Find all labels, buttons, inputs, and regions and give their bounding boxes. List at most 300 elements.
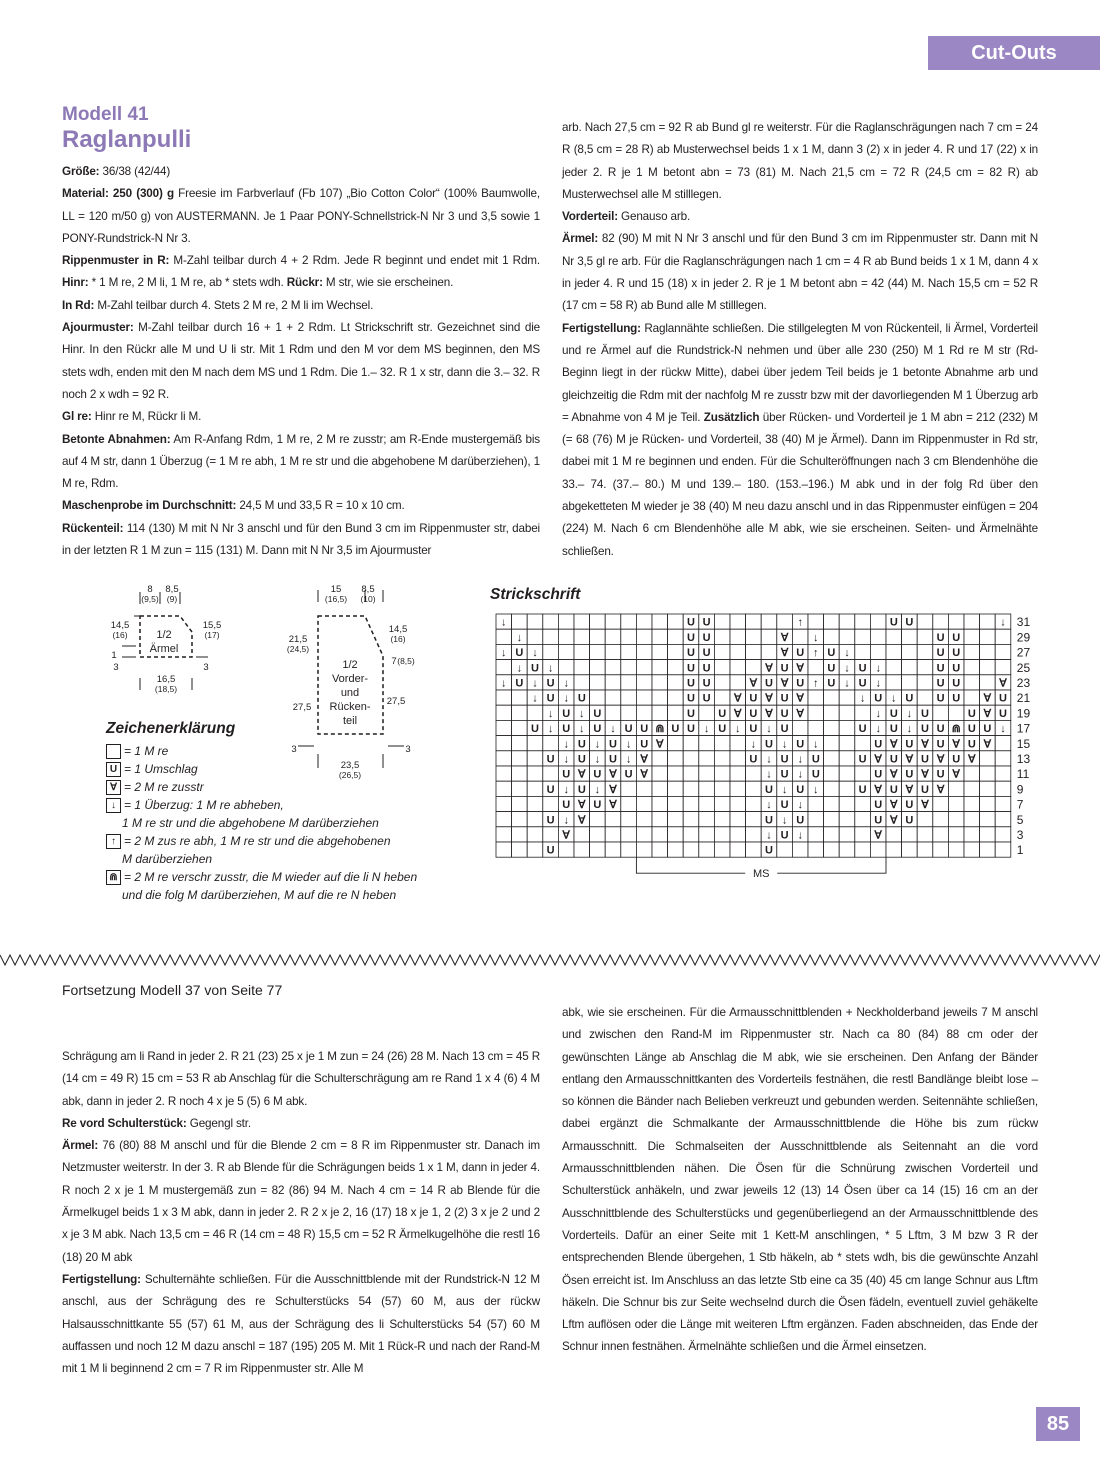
chart-cell — [870, 614, 886, 629]
chart-cell — [886, 842, 902, 857]
chart-symbol-icon: ↓ — [547, 723, 554, 736]
chart-symbol-icon: U — [952, 647, 961, 660]
legend-text-continued: und die folg M darüberziehen, M auf die re N heben — [122, 888, 397, 902]
chart-cell — [543, 736, 559, 751]
chart-cell — [855, 796, 871, 811]
chart-cell — [839, 796, 855, 811]
chart-symbol-icon: ∀ — [578, 799, 586, 812]
chart-symbol-icon: U — [593, 768, 602, 781]
chart-cell — [933, 796, 949, 811]
chart-symbol-icon: ∀ — [609, 783, 617, 796]
chart-cell — [605, 644, 621, 659]
chart-symbol-icon: ↓ — [766, 799, 772, 812]
chart-cell — [746, 644, 762, 659]
chart-symbol-icon: ↓ — [813, 631, 819, 644]
chart-symbol-icon: ↓ — [594, 783, 601, 796]
chart-cell — [621, 781, 637, 796]
chart-symbol-icon: U — [562, 799, 571, 812]
paragraph-text: * 1 M re, 2 M li, 1 M re, ab * stets wdh. — [88, 276, 287, 290]
chart-symbol-icon: U — [749, 723, 758, 736]
chart-cell — [714, 751, 730, 766]
paragraph-heading: Ajourmuster: — [62, 321, 134, 335]
chart-symbol-icon: ∀ — [905, 783, 914, 796]
chart-symbol-icon: ↓ — [1000, 616, 1006, 629]
paragraph-heading: Zusätzlich — [703, 410, 760, 424]
chart-cell — [683, 766, 699, 781]
chart-symbol-icon: U — [952, 631, 961, 644]
paragraph — [62, 518, 540, 563]
body-right-height-size: (16) — [390, 634, 406, 644]
chart-symbol-icon: ∀ — [609, 768, 617, 781]
chart-cell — [683, 812, 699, 827]
legend-title: Zeichenerklärung — [106, 720, 236, 737]
chart-symbol-icon: U — [811, 753, 820, 766]
chart-cell — [496, 842, 512, 857]
chart-cell — [824, 751, 840, 766]
chart-symbol-icon: U — [702, 662, 711, 675]
chart-cell — [574, 842, 590, 857]
chart-symbol-icon: ∀ — [874, 753, 882, 766]
legend-text: = 2 M zus re abh, 1 M re str und die abgehobenen — [124, 834, 391, 848]
body-label-3: und — [340, 687, 360, 699]
chart-symbol-icon: U — [796, 814, 805, 827]
chart-cell — [808, 812, 824, 827]
chart-cell — [636, 660, 652, 675]
chart-symbol-icon: U — [921, 753, 929, 766]
chart-symbol-icon: ↓ — [750, 738, 757, 751]
chart-symbol-icon: U — [531, 662, 539, 675]
chart-cell — [886, 629, 902, 644]
chart-cell — [621, 660, 637, 675]
chart-cell — [964, 827, 980, 842]
chart-symbol-icon: U — [577, 692, 586, 705]
sleeve-bottom-width: 16,5 — [156, 674, 176, 685]
chart-cell — [995, 736, 1011, 751]
chart-cell — [605, 842, 621, 857]
chart-cell — [621, 629, 637, 644]
chart-cell — [496, 781, 512, 796]
chart-cell — [824, 614, 840, 629]
chart-cell — [652, 766, 668, 781]
chart-symbol-icon: ↓ — [813, 738, 819, 751]
paragraph-text: M str, wie sie erscheinen. — [322, 276, 454, 290]
chart-cell — [933, 827, 949, 842]
chart-symbol-icon: U — [780, 799, 789, 812]
chart-cell — [590, 827, 606, 842]
instructions-column-1 — [62, 161, 540, 562]
sleeve-top-width2-size: (9) — [166, 594, 178, 604]
chart-cell — [590, 675, 606, 690]
paragraph — [562, 1002, 1038, 1359]
chart-cell — [995, 842, 1011, 857]
chart-cell — [933, 705, 949, 720]
chart-symbol-icon: U — [765, 783, 773, 796]
chart-symbol-icon: ∀ — [952, 738, 960, 751]
chart-cell — [948, 796, 964, 811]
chart-symbol-icon: ↓ — [875, 662, 881, 675]
paragraph — [62, 317, 540, 406]
chart-cell — [512, 796, 528, 811]
chart-cell — [714, 690, 730, 705]
body-top-width2: 8,5 — [361, 584, 375, 595]
chart-cell — [543, 766, 559, 781]
chart-cell — [636, 690, 652, 705]
chart-symbol-icon: U — [546, 753, 555, 766]
chart-cell — [995, 796, 1011, 811]
chart-cell — [714, 781, 730, 796]
chart-symbol-icon: ↓ — [532, 647, 538, 660]
chart-cell — [886, 675, 902, 690]
chart-symbol-icon: ∀ — [890, 814, 898, 827]
paragraph-heading: Rückr: — [286, 276, 323, 290]
chart-cell — [652, 812, 668, 827]
chart-symbol-icon: U — [687, 677, 695, 690]
chart-symbol-icon: ↑ — [813, 647, 819, 660]
chart-symbol-icon: U — [718, 707, 727, 720]
chart-symbol-icon: ∀ — [921, 799, 929, 812]
legend-text-continued: M darüberziehen — [122, 852, 213, 866]
paragraph-heading: Vorderteil: — [562, 210, 618, 224]
chart-symbol-icon: U — [671, 723, 680, 736]
chart-cell — [527, 751, 543, 766]
chart-symbol-icon: U — [983, 723, 992, 736]
chart-cell — [730, 796, 746, 811]
chart-cell — [855, 614, 871, 629]
chart-cell — [636, 629, 652, 644]
chart-cell — [995, 660, 1011, 675]
paragraph-text: Schrägung am li Rand in jeder 2. R 21 (23) 25 x je 1 M zun = 24 (26) 28 M. Nach 13 cm = 45 R (14 cm = 49 R) 15 cm = 53 R ab Anschlag für die Schulterschrägung am re Rand 1 x 4 (6) 4 M abk, dann in jeder 2. R noch 4 x je 5 (5) 6 M abk. — [62, 1050, 540, 1108]
chart-symbol-icon: U — [858, 783, 867, 796]
knitting-chart — [490, 612, 1050, 892]
chart-cell — [964, 629, 980, 644]
chart-cell — [621, 796, 637, 811]
chart-cell — [995, 766, 1011, 781]
chart-cell — [855, 812, 871, 827]
chart-symbol-icon: ↓ — [891, 692, 897, 705]
chart-cell — [527, 705, 543, 720]
chart-symbol-icon: ∀ — [936, 753, 945, 766]
chart-cell — [902, 827, 918, 842]
paragraph-text: 82 (90) M mit N Nr 3 anschl und für den Bund 3 cm im Rippenmuster str. Dann mit N Nr 3,5 gl re arb. Für die Raglanschrägungen nach 1 cm = 4 R ab Bund beids 1 x 1 M, dann 4 x in jeder 4. R und 15 (18) x in jeder 2. R je 1 M betont abn = 42 (44) M. Nach 15,5 cm = 52 R (17 cm = 58 R) ab Bund alle M stilllegen. — [562, 232, 1038, 313]
chart-symbol-icon: U — [905, 738, 914, 751]
chart-symbol-icon: ↓ — [906, 723, 913, 736]
chart-cell — [714, 629, 730, 644]
chart-cell — [714, 842, 730, 857]
chart-symbol-icon: U — [765, 677, 773, 690]
chart-cell — [964, 644, 980, 659]
chart-symbol-icon: U — [936, 647, 945, 660]
chart-cell — [621, 827, 637, 842]
legend-symbol-icon: ↓ — [106, 798, 121, 813]
chart-cell — [512, 781, 528, 796]
sleeve-top-width1-size: (9,5) — [141, 594, 159, 604]
chart-cell — [839, 751, 855, 766]
chart-cell — [917, 660, 933, 675]
chart-cell — [855, 644, 871, 659]
paragraph — [562, 318, 1038, 563]
chart-cell — [699, 842, 715, 857]
chart-cell — [980, 827, 996, 842]
chart-symbol-icon: U — [593, 723, 602, 736]
paragraph-text: abk, wie sie erscheinen. Für die Armausschnittblenden + Neckholderband jeweils 7 M anschl und zwischen den Rand-M im Rippenmuster str. Nach ca 80 (84) 88 cm oder der gewünschten Länge ab Anschlag die M abk, wie sie erscheinen. Den Anfang der Bänder entlang den Armausschnittkanten des Vorderteils festnähen, die restl Bandlänge bleibt lose – so können die Bänder nach Belieben verkreuzt und gebunden werden. Seitennähte schließen, dabei ergänzt die Schmalkante der Armausschnittblende die Höhe bis zum rückw Armausschnitt. Die Schmalseiten der Ausschnittblende als Seitennaht an die vord Armausschnittblenden nähen. Die Ösen für die Schnürung zwischen Vorderteil und Schulterstück anhäkeln, und zwar jeweils 12 (13) 14 Ösen über ca 14 (15) 16 cm an der Ausschnittblende des Schulterstücks und gegenüberliegend an der Armausschnittblende des Vorderteils. Dafür an einer Seite mit 1 Kett-M anschlingen, * 5 Lftm, 3 M bzw 3 R der entsprechenden Blende übergehen, 1 Stb häkeln, ab * stets wdh, bis die gewünschte Anzahl Ösen erreicht ist. Im Anschluss an das letzte Stb eine ca 35 (40) 45 cm lange Schnur aus Lftm häkeln. Die Schnur bis zur Seite wechselnd durch die Ösen fädeln, eventuell zuviel gehäkelte Lftm auflösen oder die Länge mit weiteren Lftm ergänzen. Faden abschneiden, das Ende der Schnur innen festnähen. Ärmelnähte schließen und die Ärmel einsetzen. — [562, 1006, 1038, 1354]
chart-symbol-icon: U — [687, 707, 695, 720]
chart-row-number: 11 — [1016, 767, 1030, 782]
chart-cell — [527, 614, 543, 629]
chart-symbol-icon: ∀ — [640, 768, 648, 781]
chart-cell — [496, 751, 512, 766]
paragraph — [562, 228, 1038, 317]
chart-symbol-icon: U — [889, 783, 898, 796]
sleeve-top-width2: 8,5 — [165, 584, 179, 595]
chart-cell — [512, 614, 528, 629]
chart-symbol-icon: U — [936, 662, 945, 675]
chart-cell — [808, 827, 824, 842]
chart-cell — [558, 614, 574, 629]
chart-symbol-icon: ∀ — [640, 753, 648, 766]
chart-cell — [652, 644, 668, 659]
chart-cell — [902, 842, 918, 857]
chart-cell — [699, 736, 715, 751]
chart-cell — [527, 781, 543, 796]
sleeve-rib-3-left: 3 — [113, 662, 119, 673]
chart-symbol-icon: ∀ — [749, 677, 758, 690]
chart-symbol-icon: U — [952, 753, 961, 766]
chart-cell — [730, 827, 746, 842]
chart-cell — [746, 614, 762, 629]
chart-cell — [527, 842, 543, 857]
chart-cell — [652, 705, 668, 720]
chart-cell — [933, 812, 949, 827]
chart-symbol-icon: ↓ — [579, 707, 585, 720]
chart-cell — [574, 644, 590, 659]
sleeve-rib-1: 1 — [111, 650, 117, 661]
chart-cell — [527, 736, 543, 751]
chart-symbol-icon: U — [780, 753, 789, 766]
chart-cell — [746, 766, 762, 781]
chart-cell — [590, 644, 606, 659]
chart-cell — [964, 690, 980, 705]
chart-symbol-icon: U — [858, 753, 867, 766]
chart-cell — [980, 644, 996, 659]
chart-symbol-icon: U — [952, 677, 961, 690]
body-right-height2-size: (8,5) — [397, 656, 415, 666]
chart-cell — [683, 827, 699, 842]
chart-symbol-icon: U — [827, 677, 836, 690]
chart-symbol-icon: ∀ — [890, 738, 898, 751]
chart-row-number: 3 — [1016, 828, 1024, 842]
paragraph — [62, 1135, 540, 1269]
chart-cell — [699, 812, 715, 827]
paragraph-text: 36/38 (42/44) — [99, 165, 171, 178]
chart-cell — [730, 675, 746, 690]
chart-cell — [543, 629, 559, 644]
chart-symbol-icon: U — [562, 723, 571, 736]
chart-cell — [777, 614, 793, 629]
legend — [106, 720, 417, 904]
chart-symbol-icon: ↓ — [594, 738, 601, 751]
paragraph-heading: Re vord Schulterstück: — [62, 1116, 187, 1130]
instructions-column-3 — [62, 1046, 540, 1380]
chart-symbol-icon: ↓ — [859, 692, 866, 705]
chart-cell — [730, 736, 746, 751]
paragraph-heading: In Rd: — [62, 298, 95, 312]
paragraph-text: 76 (80) 88 M anschl und für die Blende 2 cm = 8 R im Rippenmuster str. Danach im Netzmuster weiterstr. In der 3. R ab Blende für die Schrägungen beids 1 x 1 M, dann in jeder 4. R noch 2 x je 1 M mustergemäß zun = 82 (86) 94 M. Nach 4 cm = 14 R ab Blende für die Ärmelkugel beids 1 x 3 M abk, dann in jeder 2. R 2 x je 2, 16 (17) 18 x je 1, 2 (2) 3 x je 2 und 2 x je 3 M abk. Nach 13,5 cm = 46 R (14 cm = 48 R) 15,5 cm = 52 R Ärmelkugelhöhe die restl 16 (18) 20 M abk — [62, 1139, 540, 1264]
chart-cell — [636, 827, 652, 842]
chart-cell — [527, 812, 543, 827]
chart-symbol-icon: U — [921, 723, 929, 736]
chart-cell — [824, 629, 840, 644]
paragraph — [62, 495, 540, 517]
chart-symbol-icon: ⋒ — [951, 723, 961, 736]
legend-item — [106, 868, 417, 886]
chart-row-number: 29 — [1016, 630, 1031, 645]
chart-symbol-icon: U — [780, 662, 789, 675]
chart-cell — [636, 812, 652, 827]
chart-cell — [886, 660, 902, 675]
chart-symbol-icon: ∀ — [578, 768, 586, 781]
chart-cell — [886, 644, 902, 659]
sleeve-bottom-width-size: (18,5) — [154, 684, 178, 694]
chart-symbol-icon: ∀ — [765, 662, 773, 675]
chart-cell — [730, 766, 746, 781]
chart-symbol-icon: U — [718, 723, 727, 736]
sleeve-left-height-size: (16) — [112, 630, 128, 640]
chart-cell — [855, 842, 871, 857]
chart-cell — [668, 690, 684, 705]
chart-cell — [636, 781, 652, 796]
paragraph-text: M-Zahl teilbar durch 4. Stets 2 M re, 2 M li im Wechsel. — [94, 298, 374, 312]
chart-cell — [621, 614, 637, 629]
legend-text: = 1 M re — [124, 744, 169, 758]
chart-cell — [855, 629, 871, 644]
chart-cell — [558, 842, 574, 857]
paragraph-text: Genauso arb. — [617, 210, 691, 224]
chart-cell — [714, 660, 730, 675]
chart-cell — [590, 842, 606, 857]
sleeve-right-height-size: (17) — [204, 630, 220, 640]
chart-cell — [746, 629, 762, 644]
chart-cell — [652, 842, 668, 857]
chart-cell — [839, 766, 855, 781]
chart-symbol-icon: U — [858, 662, 867, 675]
section-tab: Cut-Outs — [928, 36, 1100, 70]
chart-symbol-icon: ↓ — [875, 677, 881, 690]
body-mid-right: 27,5 — [386, 696, 406, 707]
chart-cell — [512, 736, 528, 751]
chart-cell — [652, 675, 668, 690]
chart-cell — [839, 629, 855, 644]
legend-symbol-icon: U — [106, 762, 121, 777]
chart-cell — [636, 644, 652, 659]
paragraph-heading: Ärmel: — [562, 232, 599, 246]
chart-cell — [496, 812, 512, 827]
chart-symbol-icon: ∀ — [890, 768, 898, 781]
chart-cell — [496, 720, 512, 735]
body-rib-left: 3 — [291, 744, 297, 755]
chart-symbol-icon: U — [874, 738, 883, 751]
chart-cell — [948, 781, 964, 796]
body-rib-right: 3 — [405, 744, 411, 755]
chart-cell — [964, 660, 980, 675]
chart-cell — [886, 827, 902, 842]
chart-cell — [699, 827, 715, 842]
chart-symbol-icon: ⋒ — [655, 723, 665, 736]
chart-symbol-icon: U — [780, 723, 789, 736]
chart-symbol-icon: ↓ — [766, 723, 772, 736]
chart-symbol-icon: U — [749, 692, 758, 705]
chart-symbol-icon: U — [967, 723, 976, 736]
chart-symbol-icon: U — [905, 616, 914, 629]
chart-cell — [496, 766, 512, 781]
paragraph-text: M-Zahl teilbar durch 16 + 1 + 2 Rdm. Lt Strickschrift str. Gezeichnet sind die Hinr. In den Rückr alle M und U li str. Mit 1 Rdm und den M vor dem MS beginnen, den MS stets wdh, enden mit den M nach dem MS und 1 Rdm. Die 1.– 32. R 1 x str, dann die 3.– 32. R noch 2 x wdh = 92 R. — [62, 321, 540, 401]
chart-cell — [824, 766, 840, 781]
chart-row-number: 19 — [1016, 706, 1031, 721]
chart-cell — [948, 827, 964, 842]
chart-cell — [652, 660, 668, 675]
chart-cell — [496, 705, 512, 720]
chart-cell — [933, 842, 949, 857]
chart-symbol-icon: ∀ — [780, 677, 789, 690]
chart-cell — [808, 690, 824, 705]
chart-cell — [683, 751, 699, 766]
chart-cell — [808, 660, 824, 675]
chart-cell — [730, 781, 746, 796]
chart-symbol-icon: U — [780, 692, 789, 705]
chart-cell — [980, 842, 996, 857]
chart-symbol-icon: ↓ — [547, 662, 554, 675]
chart-cell — [512, 827, 528, 842]
chart-cell — [777, 842, 793, 857]
chart-symbol-icon: U — [687, 723, 695, 736]
chart-cell — [948, 705, 964, 720]
paragraph — [562, 117, 1038, 206]
chart-cell — [496, 629, 512, 644]
paragraph-text: M-Zahl teilbar durch 4 + 2 Rdm. Jede R beginnt und endet mit 1 Rdm. — [169, 254, 540, 268]
chart-cell — [902, 675, 918, 690]
chart-cell — [699, 766, 715, 781]
chart-symbol-icon: U — [562, 768, 571, 781]
chart-cell — [605, 812, 621, 827]
chart-cell — [605, 614, 621, 629]
chart-cell — [590, 690, 606, 705]
chart-symbol-icon: ∀ — [609, 799, 617, 812]
chart-symbol-icon: ↑ — [813, 677, 819, 690]
chart-cell — [496, 796, 512, 811]
chart-cell — [824, 720, 840, 735]
chart-cell — [808, 720, 824, 735]
paragraph-heading: Rückenteil: — [62, 521, 124, 535]
chart-cell — [761, 629, 777, 644]
chart-symbol-icon: ↓ — [703, 723, 710, 736]
chart-cell — [574, 675, 590, 690]
chart-cell — [527, 827, 543, 842]
chart-cell — [839, 690, 855, 705]
legend-symbol-icon: ⋒ — [106, 870, 121, 885]
chart-symbol-icon: ∀ — [796, 707, 804, 720]
paragraph — [62, 250, 540, 295]
paragraph-text: arb. Nach 27,5 cm = 92 R ab Bund gl re weiterstr. Für die Raglanschrägungen nach 7 cm = 24 R (8,5 cm = 28 R) ab Musterwechsel beids 1 x 1 M, dann 3 (2) x in jeder 4. R und 17 (22) x in jeder 2. R je 1 M betont abn = 73 (81) M. Nach 21,5 cm = 72 R (24,5 cm = 82 R) ab Musterwechsel alle M stilllegen. — [562, 121, 1038, 201]
chart-cell — [902, 644, 918, 659]
instructions-column-4 — [562, 1002, 1038, 1359]
chart-cell — [605, 629, 621, 644]
chart-cell — [730, 629, 746, 644]
chart-cell — [995, 827, 1011, 842]
chart-symbol-icon: U — [765, 814, 773, 827]
chart-cell — [668, 675, 684, 690]
chart-cell — [980, 766, 996, 781]
chart-symbol-icon: U — [702, 616, 711, 629]
chart-cell — [668, 614, 684, 629]
